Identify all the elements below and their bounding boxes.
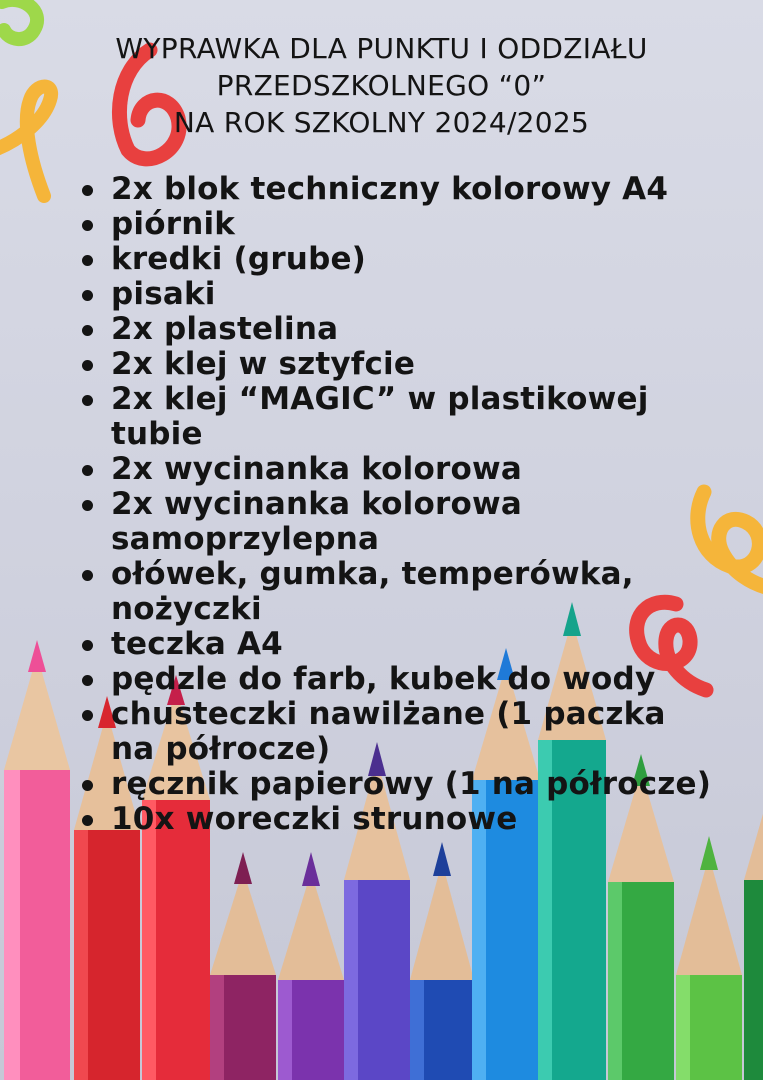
list-item: 2x blok techniczny kolorowy A4 [78,172,718,207]
list-item: ręcznik papierowy (1 na półrocze) [78,767,718,802]
page-title [0,30,763,141]
pencil-navy-icon [410,842,474,1080]
list-item: chusteczki nawilżane (1 paczka na półrocze) [78,697,718,767]
title-line-1: WYPRAWKA DLA PUNKTU I ODDZIAŁU [115,32,648,65]
pencil-darkgreen-icon [744,800,763,1080]
pencil-pink-icon [4,640,70,1080]
list-item: ołówek, gumka, temperówka, nożyczki [78,557,718,627]
list-item: 10x woreczki strunowe [78,802,718,837]
list-item: teczka A4 [78,627,718,662]
pencil-purple-icon [278,852,344,1080]
list-item: 2x klej “MAGIC” w plastikowej tubie [78,382,718,452]
list-item: pędzle do farb, kubek do wody [78,662,718,697]
list-item: kredki (grube) [78,242,718,277]
list-item: 2x wycinanka kolorowa [78,452,718,487]
list-item: 2x wycinanka kolorowa samoprzylepna [78,487,718,557]
list-item: piórnik [78,207,718,242]
supply-list [78,172,718,837]
title-line-3: NA ROK SZKOLNY 2024/2025 [173,106,590,139]
list-item: 2x plastelina [78,312,718,347]
title-line-2: PRZEDSZKOLNEGO “0” [216,69,547,102]
list-item: 2x klej w sztyfcie [78,347,718,382]
pencil-lightgreen-icon [676,836,742,1080]
pencil-plum-icon [210,852,276,1080]
list-item: pisaki [78,277,718,312]
